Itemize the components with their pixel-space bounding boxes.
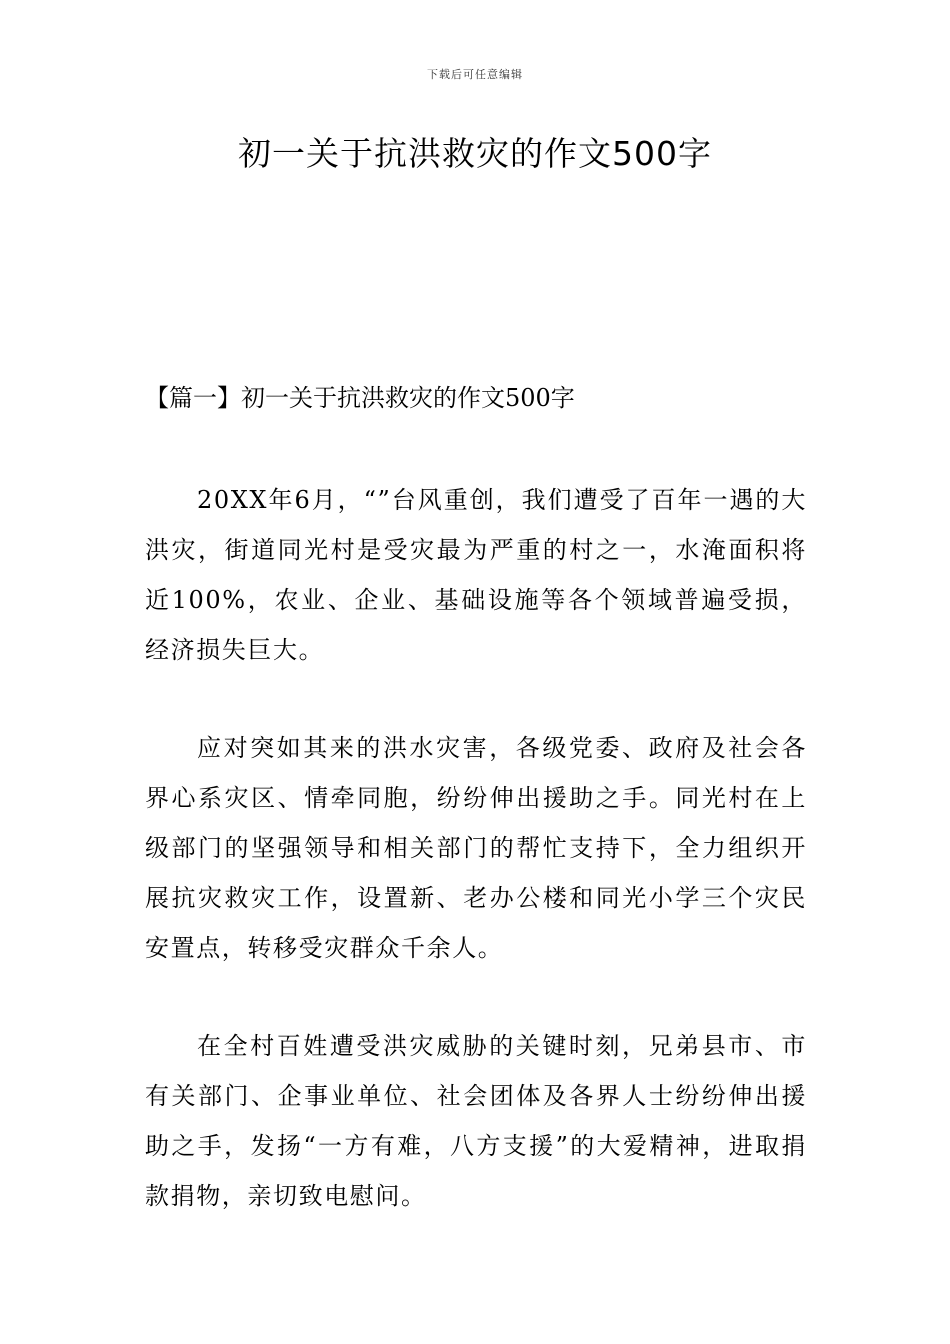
paragraph-2: 应对突如其来的洪水灾害，各级党委、政府及社会各界心系灾区、情牵同胞，纷纷伸出援助之手。同光村在上级部门的坚强领导和相关部门的帮忙支持下，全力组织开展抗灾救灾工作，设置新、老办公楼和同光小学三个灾民安置点，转移受灾群众千余人。 bbox=[145, 734, 807, 962]
paragraph-3: 在全村百姓遭受洪灾威胁的关键时刻，兄弟县市、市有关部门、企事业单位、社会团体及各界人士纷纷伸出援助之手，发扬“一方有难，八方支援”的大爱精神，进取捐款捐物，亲切致电慰问。 bbox=[145, 1032, 807, 1210]
document-title: 初一关于抗洪救灾的作文500字 bbox=[238, 134, 712, 173]
header-note: 下载后可任意编辑 bbox=[427, 68, 523, 81]
section-heading: 【篇一】初一关于抗洪救灾的作文500字 bbox=[145, 384, 575, 412]
paragraph-1: 20XX年6月，“”台风重创，我们遭受了百年一遇的大洪灾，街道同光村是受灾最为严重的村之一，水淹面积将近100%，农业、企业、基础设施等各个领域普遍受损，经济损失巨大。 bbox=[145, 486, 807, 664]
